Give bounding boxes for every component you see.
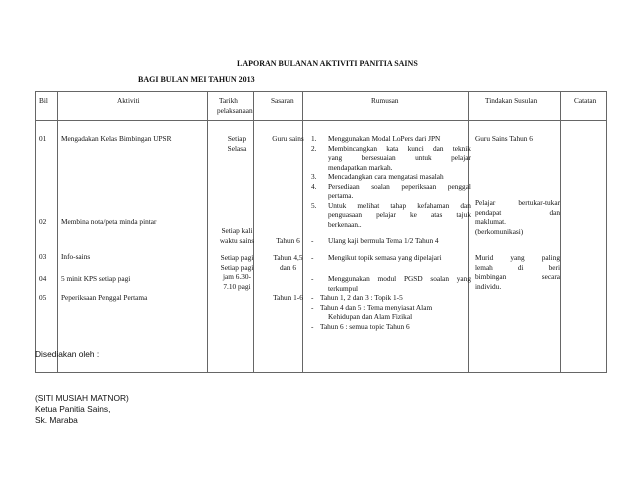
aktiviti-4: 5 minit KPS setiap pagi [61,274,131,283]
list-item [311,293,471,303]
word: beri [548,262,560,272]
list-item [311,172,471,182]
bullet-text: Ulang kaji bermula Tema 1/2 Tahun 4 [328,236,439,245]
list-item-continuation [311,220,471,230]
bullet-dash: - [311,321,314,331]
list-number: 2. [311,143,317,153]
tarikh-text: Selasa [227,143,247,153]
sasaran-2: Tahun 6 [276,236,300,245]
header-bil: Bil [39,96,48,105]
list-item-continuation [311,210,471,220]
word: ke [410,210,417,219]
bullet-text: Tahun 4 dan 5 : Tema menyiasat Alam [320,302,433,312]
sasaran-text: dan 6 [279,262,296,272]
tarikh-text: Setiap pagi [220,253,254,262]
tindakan-line [475,253,560,263]
word: untuk [415,153,432,162]
tarikh-text: waktu sains [219,235,255,245]
bullet-text: terkumpul [328,283,358,293]
header-rumusan: Rumusan [371,96,399,105]
word: teknik [452,143,471,153]
word: tajuk [456,210,471,219]
list-item-continuation [311,153,471,163]
list-text [328,153,471,163]
word: yang [456,274,471,283]
aktiviti-5: Peperiksaan Penggal Pertama [61,293,148,302]
list-number: 4. [311,181,317,191]
list-item [311,274,471,284]
word: bimbingan [475,272,507,281]
bullet-text [328,274,471,284]
tindakan-line [475,263,560,273]
rumusan-bullet-2 [311,253,471,263]
sasaran-1: Guru sains [272,134,304,143]
tindakan-line [475,198,560,208]
tindakan-line: individu. [475,281,502,291]
list-text: pertama. [328,191,354,200]
header-catatan: Catatan [574,96,597,105]
list-item [311,134,471,144]
list-item [311,322,471,332]
word: soalan [430,274,450,283]
tindakan-line [475,208,560,218]
tarikh-text: jam 6.30- [223,272,251,281]
list-text: mendapatkan markah. [328,162,393,172]
header-tindakan: Tindakan Susulan [485,96,538,105]
word: Murid [475,253,494,262]
word: pelajar [451,153,471,162]
sasaran-4: Tahun 1-6 [273,293,303,302]
word: melihat [357,200,380,210]
tindakan-line [475,272,560,282]
word: soalan [371,181,390,191]
aktiviti-1: Mengadakan Kelas Bimbingan UPSR [61,134,172,143]
tarikh-text: Setiap pagi [220,262,254,272]
report-subtitle: BAGI BULAN MEI TAHUN 2013 [138,75,255,84]
word: penguasaan [328,210,363,219]
tarikh-text: Setiap [227,134,247,143]
list-item [311,201,471,211]
word: PGSD [403,274,423,283]
list-text: berkenaan.. [328,219,362,229]
prepared-by-label: Disediakan oleh : [35,349,100,359]
word: Menggunakan [328,274,370,283]
signatory-role: Ketua Panitia Sains, [35,404,111,414]
list-text: Menggunakan Modal LoPers dari JPN [328,134,441,143]
word: Untuk [328,200,347,210]
bullet-dash: - [311,274,314,283]
word: bertukar-tukar [518,198,560,207]
tindakan-1: Guru Sains Tahun 6 [475,134,533,143]
rumusan-numbered-list [311,134,471,229]
list-text [328,210,471,220]
word: kata [386,143,399,153]
bullet-text: Kehidupan dan Alam Fizikal [328,312,413,321]
word: dan [549,207,560,217]
row-bil-01: 01 [39,134,47,143]
list-text [328,144,471,154]
tindakan-line: maklumat. [475,217,507,226]
aktiviti-2: Membina nota/peta minda pintar [61,217,157,226]
tindakan-2 [475,198,560,236]
word: paling [541,253,560,262]
list-number: 3. [311,172,317,181]
bullet-dash: - [311,236,314,245]
aktiviti-3: Info-sains [61,252,91,261]
word: dan [432,143,444,153]
bullet-dash: - [311,302,314,312]
header-sasaran: Sasaran [271,96,294,105]
word: secara [541,272,560,281]
word: modul [377,274,397,283]
row-bil-04: 04 [39,274,47,283]
tindakan-3 [475,253,560,291]
word: Persediaan [328,181,360,191]
tindakan-line: (berkomunikasi) [475,226,524,236]
list-item-continuation [311,284,471,294]
signatory-school: Sk. Maraba [35,415,78,425]
signatory-name: (SITI MUSIAH MATNOR) [35,393,129,403]
word: tahap [390,200,407,210]
list-number: 1. [311,134,317,143]
sasaran-text: Tahun 4,5 [273,253,303,262]
list-item [311,182,471,192]
header-tarikh-line2: pelaksanaan [217,106,253,115]
word: pelajar [376,210,396,219]
row-bil-03: 03 [39,252,47,261]
list-item [311,303,471,313]
list-item-continuation [311,191,471,201]
list-number: 5. [311,200,317,210]
list-item-continuation [311,163,471,173]
word: dan [460,200,471,210]
bullet-text: Mengikut topik semasa yang dipelajari [328,253,442,262]
word: bersesuaian [361,153,396,162]
row-bil-02: 02 [39,217,47,226]
list-item [311,144,471,154]
bullet-dash: - [311,293,314,302]
word: lemah [475,262,493,272]
bullet-text: Tahun 1, 2 dan 3 : Topik 1-5 [320,293,403,302]
row-bil-05: 05 [39,293,47,302]
word: yang [328,153,343,162]
list-item-continuation [311,312,471,322]
list-text [328,182,471,192]
word: atas [430,210,443,219]
tarikh-text: Setiap kali [221,226,253,235]
header-aktiviti: Aktiviti [117,96,140,105]
word: kefahaman [417,200,450,210]
word: yang [510,253,525,262]
word: Pelajar [475,198,496,207]
word: peperiksaan [401,181,437,191]
sasaran-3 [258,253,318,272]
word: penggal [447,181,471,191]
bullet-text: Tahun 6 : semua topic Tahun 6 [320,321,410,331]
report-title: LAPORAN BULANAN AKTIVITI PANITIA SAINS [237,59,418,68]
rumusan-bullet-list [311,274,471,331]
rumusan-bullet-1 [311,236,471,246]
bullet-dash: - [311,253,314,262]
list-text: Mencadangkan cara mengatasi masalah [328,172,444,181]
word: kunci [407,143,424,153]
word: di [517,262,524,272]
word: pendapat [475,207,502,217]
tarikh-text: 7.10 pagi [223,281,251,291]
header-tarikh-line1: Tarikh [219,96,238,105]
word: Membincangkan [328,143,378,153]
list-text [328,201,471,211]
